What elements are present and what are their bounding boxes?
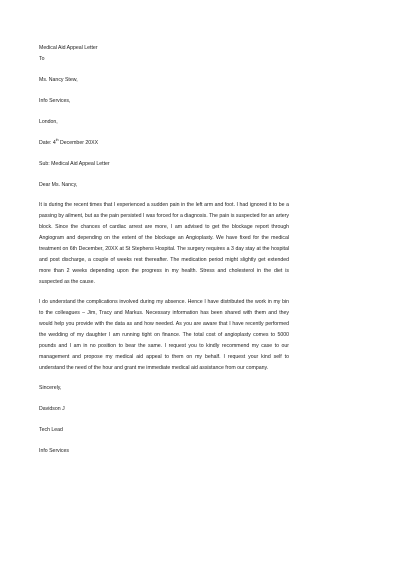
letter-salutation: Dear Ms. Nancy, (39, 182, 78, 188)
sender-title: Tech Lead (39, 427, 63, 433)
date-rest: December 20XX (58, 140, 99, 146)
date-suffix: th (55, 137, 59, 142)
sender-org: Info Services (39, 448, 69, 454)
letter-date (39, 138, 289, 149)
letter-closing: Sincerely, (39, 385, 62, 391)
sender-name: Davidson J (39, 406, 65, 412)
paragraph-1: It is during the recent times that I experienced a sudden pain in the left arm and foot. I had ignored it to be a passing by ailment, but as the pain persisted I was forced for a diagnosis. The pain is suspected for an artery block. Since the chances of cardiac arrest are more, I am advised to get the blockage report through Angiogram and depending on the extent of the blockage an Angioplasty. We have fixed for the medical treatment on 6th December, 20XX at St Stephens Hospital. The surgery requires a 3 day stay at the hospital and post discharge, a couple of weeks rest thereafter. The medication period might slightly get extended more than 2 weeks depending upon the progress in my health. Stress and cholesterol in the diet is suspected as the cause. (39, 202, 289, 285)
letter-to: To (39, 56, 45, 62)
letter-title: Medical Aid Appeal Letter (39, 45, 98, 51)
recipient-name: Ms. Nancy Stew, (39, 77, 78, 83)
date-label: Date: 4 (39, 140, 56, 146)
paragraph-2: I do understand the complications involved during my absence. Hence I have distributed the work in my bin to the colleagues – Jim, Tracy and Markus. Necessary information has been shared with them and they would help you provide with the data as and how needed. As you are aware that I have recently performed the wedding of my daughter I am running tight on finance. The total cost of angioplasty comes to 5000 pounds and I am in no position to bear the same. I request you to kindly recommend my case to our management and propose my medical aid appeal to them on my behalf. I request your kind self to understand the need of the hour and grant me immediate medical aid assistance from our company. (39, 299, 289, 371)
recipient-city: London, (39, 119, 58, 125)
letter-body (39, 43, 289, 457)
letter-subject: Sub: Medical Aid Appeal Letter (39, 161, 110, 167)
recipient-org: Info Services, (39, 98, 71, 104)
